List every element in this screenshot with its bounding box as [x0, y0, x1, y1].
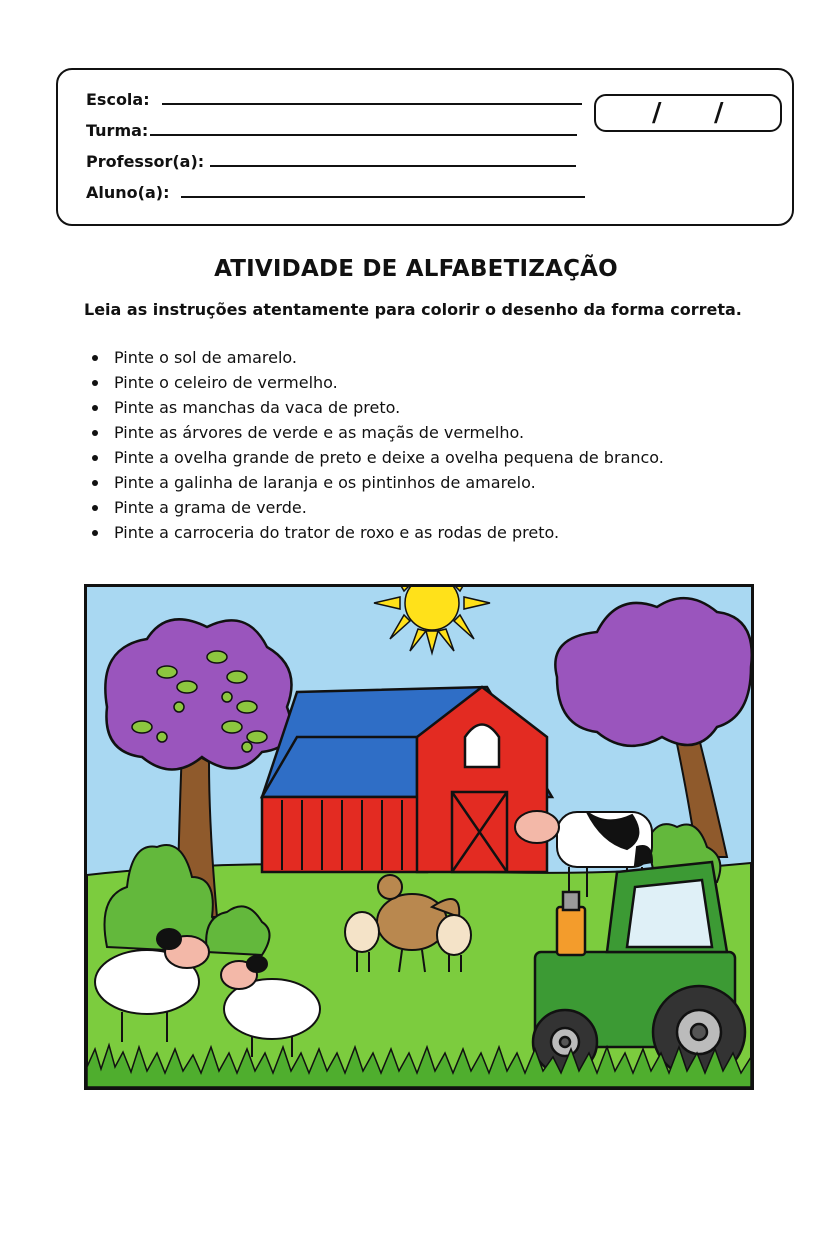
class-label: Turma:	[86, 121, 149, 140]
class-line[interactable]	[150, 134, 577, 136]
instruction-item: Pinte a galinha de laranja e os pintinhos de amarelo.	[90, 470, 664, 495]
farm-illustration	[84, 584, 754, 1090]
instruction-item: Pinte a carroceria do trator de roxo e as rodas de preto.	[90, 520, 664, 545]
barn-icon	[262, 687, 552, 872]
intro-text: Leia as instruções atentamente para colorir o desenho da forma correta.	[84, 300, 742, 319]
instruction-item: Pinte a ovelha grande de preto e deixe a ovelha pequena de branco.	[90, 445, 664, 470]
tractor-icon	[533, 862, 745, 1078]
school-field[interactable]	[86, 90, 582, 109]
date-slash-2: /	[714, 98, 724, 128]
class-field[interactable]	[86, 121, 577, 140]
date-box[interactable]	[594, 94, 782, 132]
instruction-list	[90, 345, 664, 545]
header-box	[56, 68, 794, 226]
instruction-item: Pinte o celeiro de vermelho.	[90, 370, 664, 395]
teacher-line[interactable]	[210, 165, 576, 167]
instruction-item: Pinte as manchas da vaca de preto.	[90, 395, 664, 420]
school-label: Escola:	[86, 90, 150, 109]
page-title: ATIVIDADE DE ALFABETIZAÇÃO	[214, 256, 618, 282]
date-slash-1: /	[652, 98, 662, 128]
student-line[interactable]	[181, 196, 585, 198]
instruction-item: Pinte as árvores de verde e as maçãs de vermelho.	[90, 420, 664, 445]
teacher-field[interactable]	[86, 152, 576, 171]
school-line[interactable]	[162, 103, 582, 105]
student-field[interactable]	[86, 183, 585, 202]
student-label: Aluno(a):	[86, 183, 170, 202]
instruction-item: Pinte a grama de verde.	[90, 495, 664, 520]
instruction-item: Pinte o sol de amarelo.	[90, 345, 664, 370]
teacher-label: Professor(a):	[86, 152, 205, 171]
